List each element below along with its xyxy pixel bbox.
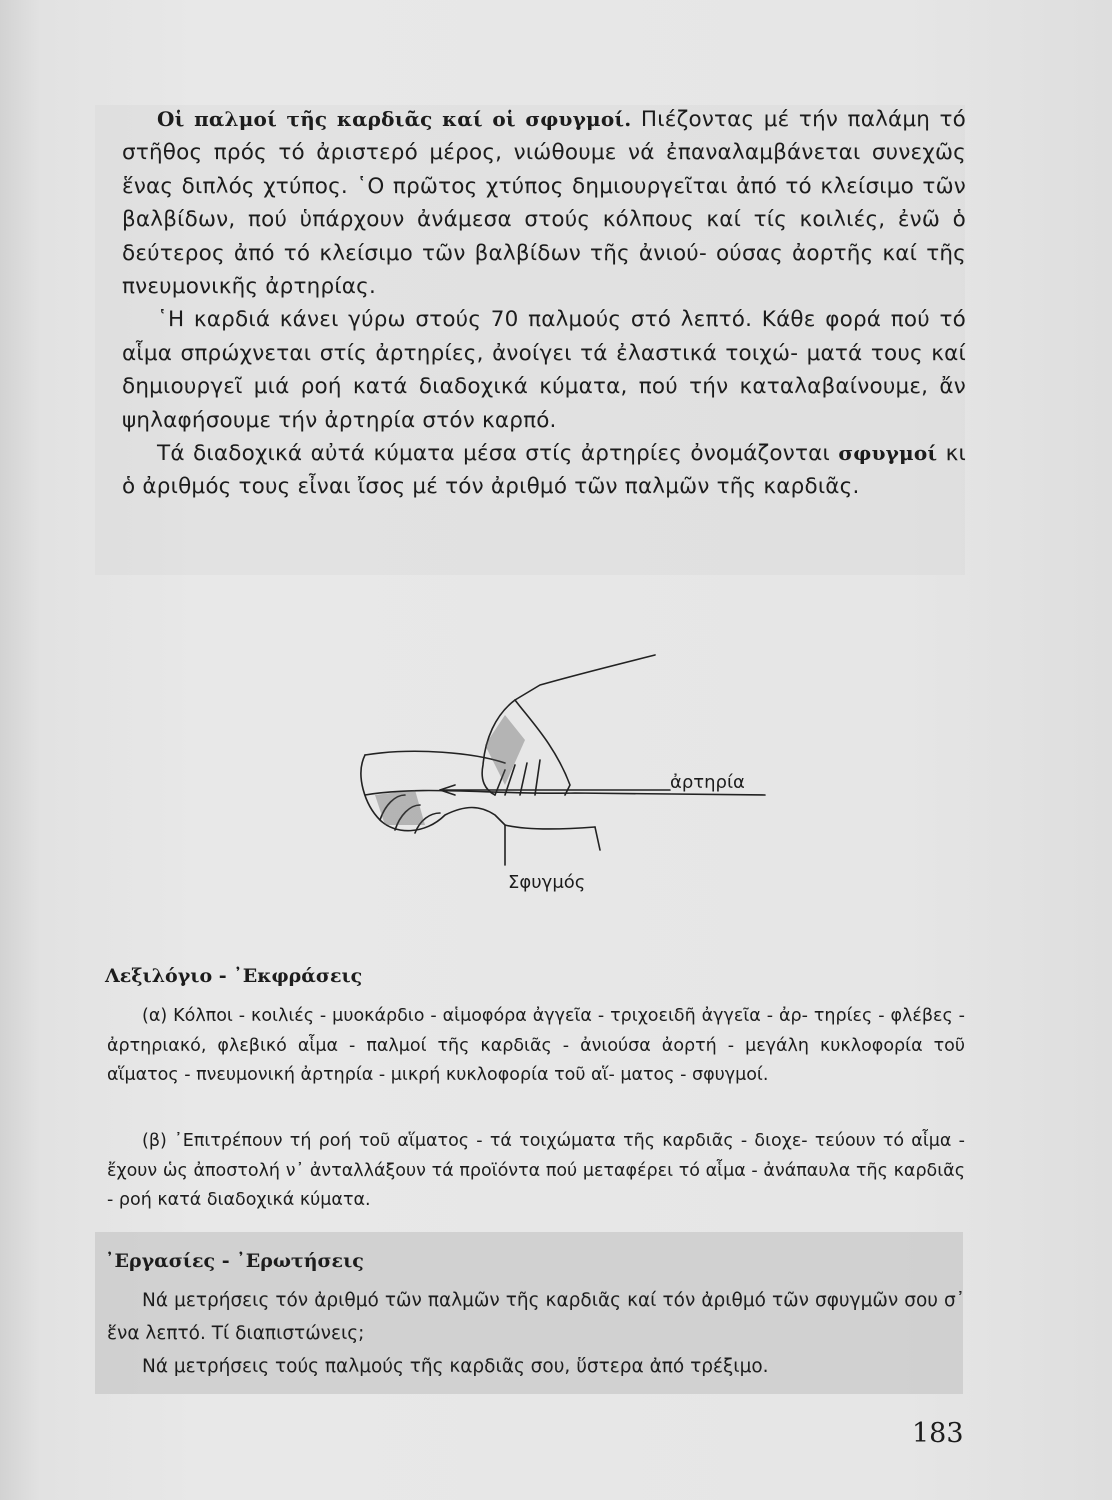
paragraph-text: κι ὁ ἀριθμός τους εἶναι ἴσος μέ τόν ἀριθμό τῶν παλμῶν τῆς καρδιᾶς. xyxy=(122,441,966,500)
paragraph-pulse-rate: ῾Η καρδιά κάνει γύρω στούς 70 παλμούς στό λεπτό. Κάθε φορά πού τό αἷμα σπρώχνεται στίς ἀρτηρίες, ἀνοίγει τά ἐλαστικά τοιχώ- ματά τους καί δημιουργεῖ μιά ροή κατά διαδοχικά κύματα, πού τήν καταλαβαίνουμε, ἄν ψηλαφήσουμε τήν ἀρτηρία στόν καρπό. xyxy=(122,307,966,433)
term-pulse: σφυγμοί xyxy=(838,441,938,466)
page-number: 183 xyxy=(912,1418,964,1449)
vocabulary-item-a: (α) Κόλποι - κοιλιές - μυοκάρδιο - αἱμοφόρα ἀγγεῖα - τριχοειδῆ ἀγγεῖα - ἀρ- τηρίες - φλέβες - ἀρτηριακό, φλεβικό αἷμα - παλμοί τῆς καρδιᾶς - ἀνιούσα ἀορτή - μεγάλη κυκλοφορία τοῦ αἵματος - πνευμονική ἀρτηρία - μικρή κυκλοφορία τοῦ αἵ- ματος - σφυγμοί. xyxy=(107,1006,965,1085)
patient-forearm xyxy=(505,825,600,865)
pulse-illustration xyxy=(355,645,775,895)
tasks-list xyxy=(107,1284,965,1383)
task-question-1: Νά μετρήσεις τόν ἀριθμό τῶν παλμῶν τῆς καρδιᾶς καί τόν ἀριθμό τῶν σφυγμῶν σου σ᾿ ἕνα λεπτό. Τί διαπιστώνεις; xyxy=(107,1290,965,1344)
examiner-wrist xyxy=(515,655,655,700)
figure-caption: Σφυγμός xyxy=(508,872,586,893)
task-question-2: Νά μετρήσεις τούς παλμούς τῆς καρδιᾶς σου, ὕστερα ἀπό τρέξιμο. xyxy=(142,1356,769,1377)
artery-label: ἀρτηρία xyxy=(670,772,745,793)
paragraph-heartbeats xyxy=(122,103,966,303)
paragraph-heading: Οἱ παλμοί τῆς καρδιᾶς καί οἱ σφυγμοί. xyxy=(157,107,632,131)
tasks-title: ᾿Εργασίες - ᾿Ερωτήσεις xyxy=(105,1250,364,1272)
vocabulary-title: Λεξιλόγιο - ᾿Εκφράσεις xyxy=(105,965,363,987)
paragraph-text: Πιέζοντας μέ τήν παλάμη τό στῆθος πρός τό ἀριστερό μέρος, νιώθουμε νά ἐπαναλαμβάνεται συνεχῶς ἕνας διπλός χτύπος. ῾Ο πρῶτος χτύπος δημιουργεῖται ἀπό τό κλείσιμο τῶν βαλβίδων, πού ὑπάρχουν ἀνάμεσα στούς κόλπους καί τίς κοιλιές, ἐνῶ ὁ δεύτερος ἀπό τό κλείσιμο τῶν βαλβίδων τῆς ἀνιού- ούσας ἀορτῆς καί τῆς πνευμονικῆς ἀρτηρίας. xyxy=(122,107,967,300)
paragraph-pulse-definition xyxy=(122,437,966,504)
main-text xyxy=(122,103,966,504)
paragraph-text: Τά διαδοχικά αὐτά κύματα μέσα στίς ἀρτηρίες ὀνομάζονται xyxy=(157,441,839,467)
vocabulary-item-b: (β) ᾿Επιτρέπουν τή ροή τοῦ αἵματος - τά τοιχώματα τῆς καρδιᾶς - διοχε- τεύουν τό αἷμα - ἔχουν ὡς ἀποστολή ν᾿ ἀνταλλάξουν τά προϊόντα πού μεταφέρει τό αἷμα - ἀνάπαυλα τῆς καρδιᾶς - ροή κατά διαδοχικά κύματα. xyxy=(107,1131,965,1210)
